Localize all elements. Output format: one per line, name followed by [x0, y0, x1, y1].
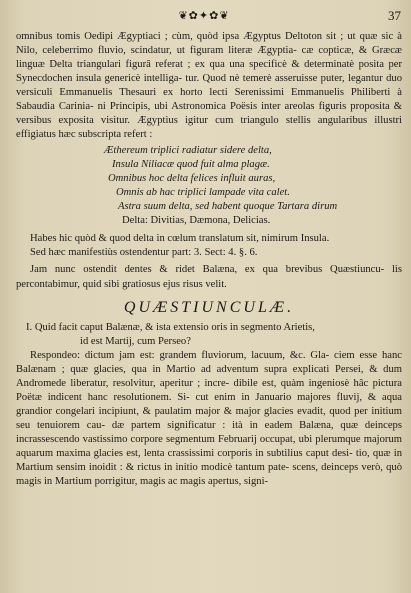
text-line: omnibus tomis Oedipi Ægyptiaci ; cùm, quòd ipsa Ægyptus Deltoton sit ;	[16, 31, 344, 42]
text-line: explicati Persei, & dum Andromede liberatur, resolvitur, aperitur ; incre-	[16, 363, 402, 389]
text-line: cut enim in Januario majores fluvij, & aqua grandior congelari incipiunt, &	[16, 391, 402, 417]
question-line-2: id est Martij, cum Perseo?	[80, 335, 191, 347]
verse-block	[16, 144, 402, 228]
question-line-1: I. Quid facit caput Balænæ, & ista extensio oris in segmento Arietis,	[26, 321, 315, 333]
text-line: exposita visitur. Ægyptius igitur cum triangulo stellis angularibus illustri	[58, 115, 402, 127]
paragraph-2-line-2: Sed hæc manifestiùs ostendentur part: 3. Sect: 4. §. 6.	[30, 247, 258, 259]
response-paragraph	[16, 349, 402, 489]
page-body	[16, 30, 402, 489]
text-line: specificè & determinatè posita per Synecdochen insula genericè intelliga-	[16, 59, 402, 85]
text-line: dibile est, quàm ingeniosè hâc pictura Poëtæ indicent hanc resolutionem. Si-	[16, 377, 402, 403]
verse-line: Insula Niliacæ quod fuit alma plagæ.	[112, 159, 270, 171]
text-line: lis percontabimur, quid sibi gratiosus ejus risus velit.	[16, 264, 402, 290]
text-line: ut quæ sic à Nilo, celeberrimo fluvio, scindatur, ut figuram literæ Ægyptia-	[16, 31, 402, 57]
text-line: tur. Quod nè temerè asseruisse puter, legantur duo versiculi Emmanuelis	[16, 73, 402, 99]
text-line: dæ partem significatur : ità in eadem Balæna, quæ deinceps incrassescendo	[16, 419, 402, 445]
verse-line: Delta: Divitias, Dæmona, Delicias.	[122, 215, 271, 227]
text-line: Respondeo: dictum jam est: grandem fluviorum, lacuum, &c. Gla-	[30, 349, 330, 361]
paragraph-2-line-1: Habes hic quòd & quod delta in cœlum translatum sit, nimirum Insula.	[30, 233, 330, 245]
text-line: effigiatus hæc subscripta refert :	[16, 129, 153, 141]
header-ornament: ❦✿✦✿❦	[178, 10, 230, 22]
verse-line: Omnibus hoc delta felices influit auras,	[108, 173, 276, 185]
text-line: signi-	[243, 476, 269, 488]
text-line: cæ copticæ, & Græcæ linguæ Delta triangulari figurâ referat ; ex qua una	[16, 45, 402, 71]
text-line: ciem esse hanc Balænam ; quæ glacies, qua in Martio ad adventum supra	[16, 349, 402, 375]
text-line: ni Principis, ubi Astronomica Poësis inter areolas figuris proposita & versibus	[16, 101, 402, 127]
page-number: 37	[388, 8, 401, 23]
verse-line: Æthereum triplici radiatur sidere delta,	[104, 145, 272, 157]
text-line: vastissimo corpore segmentum Februarij occupat, ubi plerumque majorum	[82, 433, 402, 445]
verse-line: Omnis ab hac triplici lampade vita calet.	[116, 187, 290, 199]
paragraph-3	[16, 263, 402, 291]
page-header	[0, 6, 411, 26]
text-line: scens, deinceps verò, quò magis in Martium porrigitur, magis ac magis apertus,	[16, 462, 402, 488]
text-line: aquarum maxima glacies est, lenta crassissimi corporis in subtilius caput desi-	[16, 448, 353, 460]
paragraph-1	[16, 30, 402, 142]
section-title: QUÆSTIUNCULÆ.	[123, 298, 295, 316]
verse-line: Astra suum delta, sed habent quoque Tartara dirum	[118, 201, 338, 213]
text-line: tio, quæ in Martium sensim inoidit : & rictus in initio modicè tantum pate-	[16, 448, 402, 474]
text-line: paulatim major & major glacies evadit, quod per initium seu tenuiorem cau-	[16, 405, 402, 431]
text-line: Thesauri ex horto lecti Serenissimi Emmanuelis Philiberti à Sabaudia Carinia-	[16, 87, 402, 113]
text-line: Jam nunc ostendit dentes & ridet Balæna, ex qua brevibus Quæstiuncu-	[30, 264, 385, 276]
